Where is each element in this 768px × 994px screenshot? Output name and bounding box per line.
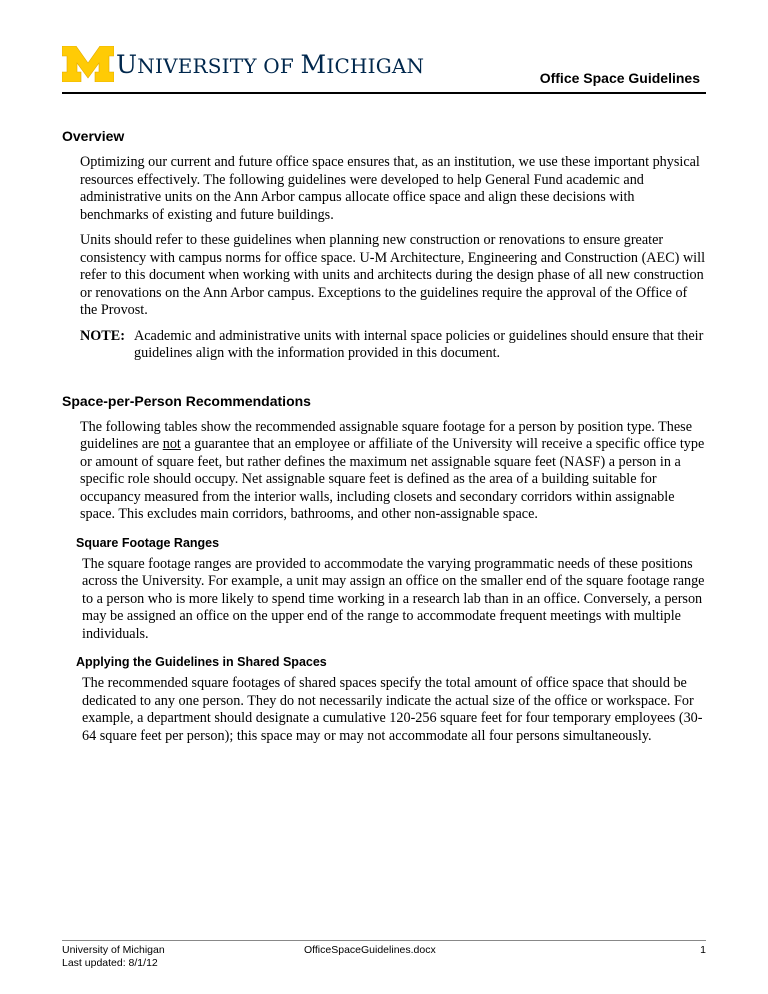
ranges-heading: Square Footage Ranges [76, 535, 220, 550]
footer-institution: University of Michigan [62, 944, 165, 956]
recommendations-paragraph [62, 419, 706, 524]
ranges-paragraph: The square footage ranges are provided to accommodate the varying programmatic needs of these positions across the University. For example, a unit may assign an office on the smaller end of the square footage range to a person who is more likely to spend time working in a research lab than in an office. Conversely, a person may be assigned an office on the upper end of the range to accommodate frequent meetings with multiple individuals. [82, 555, 705, 642]
shared-spaces-heading: Applying the Guidelines in Shared Spaces [76, 655, 327, 669]
footer-divider [62, 940, 706, 941]
logo-wordmark: UNIVERSITY OF MICHIGAN [116, 49, 425, 79]
emphasis-not: not [162, 436, 181, 452]
note-label: NOTE: [80, 327, 125, 344]
overview-note [62, 328, 706, 363]
overview-paragraph-2: Units should refer to these guidelines when planning new construction or renovations to ensure greater consistency with campus norms for office space. U-M Architecture, Engineering and Construction (AEC) will refer to this document when working with units and architects during the design phase of all new construction or renovations on the Ann Arbor campus. Exceptions to the guidelines require the approval of the Office of the Provost. [80, 232, 706, 318]
footer-left [62, 944, 165, 970]
footer-filename: OfficeSpaceGuidelines.docx [304, 944, 436, 956]
recommendations-text-a: The following tables show the recommended assignable square footage for a person by position type. These guidelines are [80, 418, 693, 452]
recommendations-heading: Space-per-Person Recommendations [62, 392, 311, 409]
footer-updated: Last updated: 8/1/12 [62, 957, 158, 969]
recommendations-text-b: a guarantee that an employee or affiliate of the University will receive a specific office type or amount of square feet, but rather defines the maximum net assignable square feet (NASF) a person in a specific role should occupy. Net assignable square feet is defined as the area of a building suitable for occupancy measured from the interior walls, including closets and secondary corridors within assignable space. This excludes main corridors, bathrooms, and other non-assignable space. [80, 436, 705, 522]
university-logo [62, 44, 424, 84]
header-divider [62, 92, 706, 94]
document-title: Office Space Guidelines [539, 70, 700, 86]
page-number: 1 [700, 944, 706, 956]
overview-paragraph-1: Optimizing our current and future office space ensures that, as an institution, we use these important physical resources effectively. The following guidelines were developed to help General Fund academic and administrative units on the Ann Arbor campus allocate office space and align these decisions with benchmarks of existing and future buildings. [80, 154, 700, 223]
overview-heading: Overview [62, 128, 125, 144]
document-body [62, 114, 706, 753]
block-m-icon [62, 46, 114, 82]
shared-spaces-paragraph: The recommended square footages of shared spaces specify the total amount of office space that should be dedicated to any one person. They do not necessarily indicate the actual size of the office or workspace. For example, a department should designate a cumulative 120-256 square feet for four temporary employees (30-64 square feet per person); this space may or may not accommodate all four persons simultaneously. [82, 675, 703, 744]
note-text: Academic and administrative units with internal space policies or guidelines should ensure that their guidelines align with the information provided in this document. [134, 327, 704, 361]
